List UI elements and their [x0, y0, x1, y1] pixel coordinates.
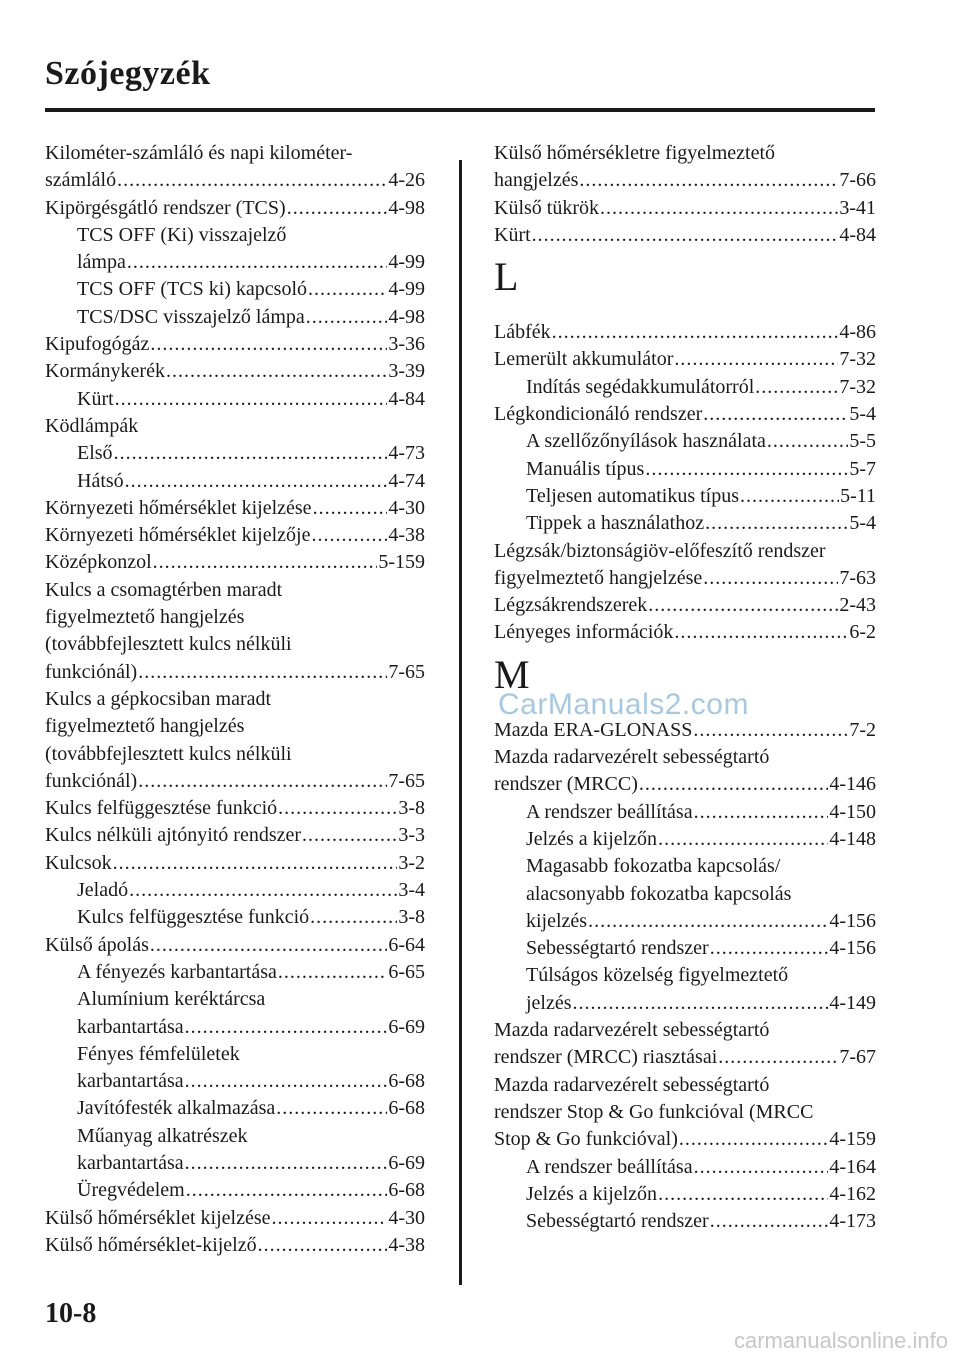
entry-text: rendszer (MRCC) riasztásai	[494, 1046, 718, 1069]
index-subentry	[494, 374, 876, 401]
entry-page: 4-73	[388, 442, 425, 465]
index-subentry	[494, 483, 876, 510]
dot-leader	[129, 877, 397, 904]
index-subentry	[45, 249, 425, 276]
entry-page: 5-4	[849, 403, 876, 426]
dot-leader	[639, 771, 828, 798]
index-subentry	[45, 1177, 425, 1204]
entry-page: 7-32	[839, 375, 876, 398]
entry-page: 7-67	[839, 1046, 876, 1069]
index-entry	[494, 1072, 876, 1099]
dot-leader	[302, 822, 397, 849]
entry-page: 6-2	[849, 621, 876, 644]
entry-page: 5-11	[840, 484, 876, 507]
index-subentry	[494, 456, 876, 483]
entry-page: 4-149	[829, 991, 876, 1014]
entry-text: Fényes fémfelületek	[77, 1042, 240, 1065]
index-entry	[45, 358, 425, 385]
index-entry	[494, 140, 876, 167]
dot-leader	[573, 990, 829, 1017]
entry-page: 4-30	[388, 1206, 425, 1229]
dot-leader	[755, 374, 838, 401]
entry-text: Külső hőmérséklet-kijelző	[45, 1233, 257, 1256]
dot-leader	[674, 346, 838, 373]
entry-page: 5-159	[378, 551, 425, 574]
dot-leader	[278, 795, 397, 822]
index-entry	[494, 565, 876, 592]
entry-text: alacsonyabb fokozatba kapcsolás	[526, 882, 792, 905]
dot-leader	[138, 659, 387, 686]
index-entry	[494, 744, 876, 771]
entry-text: hangjelzés	[494, 169, 579, 192]
index-subentry	[45, 468, 425, 495]
index-subentry	[494, 510, 876, 537]
dot-leader	[153, 549, 378, 576]
index-entry	[494, 1044, 876, 1071]
entry-text: Műanyag alkatrészek	[77, 1124, 248, 1147]
dot-leader	[114, 440, 388, 467]
index-entry	[45, 549, 425, 576]
dot-leader	[127, 249, 387, 276]
index-entry	[494, 346, 876, 373]
column-divider	[459, 160, 462, 1285]
dot-leader	[740, 483, 839, 510]
dot-leader	[658, 1181, 828, 1208]
index-entry	[45, 167, 425, 194]
index-entry	[45, 631, 425, 658]
index-entry	[45, 659, 425, 686]
dot-leader	[552, 319, 839, 346]
index-entry	[45, 795, 425, 822]
index-subentry	[45, 1123, 425, 1150]
dot-leader	[166, 358, 387, 385]
index-entry	[494, 222, 876, 249]
section-letter: M	[494, 651, 530, 697]
index-entry	[45, 1205, 425, 1232]
entry-page: 6-68	[388, 1097, 425, 1120]
entry-page: 4-148	[829, 827, 876, 850]
entry-page: 2-43	[839, 594, 876, 617]
index-entry	[494, 1126, 876, 1153]
index-subentry	[494, 1154, 876, 1181]
index-subentry	[494, 1208, 876, 1235]
index-subentry	[45, 386, 425, 413]
entry-text: karbantartása	[77, 1070, 184, 1093]
dot-leader	[694, 1154, 829, 1181]
entry-text: A szellőzőnyílások használata	[526, 430, 766, 453]
dot-leader	[703, 401, 848, 428]
index-subentry	[494, 881, 876, 908]
entry-page: 4-86	[839, 321, 876, 344]
dot-leader	[115, 386, 388, 413]
entry-page: 4-26	[388, 169, 425, 192]
entry-page: 4-98	[388, 305, 425, 328]
entry-page: 6-68	[388, 1179, 425, 1202]
dot-leader	[674, 619, 848, 646]
entry-text: Mazda radarvezérelt sebességtartó	[494, 746, 770, 769]
entry-text: Teljesen automatikus típus	[526, 484, 740, 507]
entry-page: 4-150	[829, 800, 876, 823]
entry-text: Stop & Go funkcióval)	[494, 1128, 678, 1151]
entry-text: Külső hőmérséklet kijelzése	[45, 1206, 271, 1229]
entry-text: Hátsó	[77, 469, 124, 492]
index-entry	[45, 522, 425, 549]
entry-text: kijelzés	[526, 909, 588, 932]
entry-text: jelzés	[526, 991, 572, 1014]
entry-page: 4-74	[388, 469, 425, 492]
entry-text: rendszer (MRCC)	[494, 773, 638, 796]
index-entry	[45, 822, 425, 849]
entry-text: Magasabb fokozatba kapcsolás/	[526, 855, 781, 878]
index-entry	[494, 1017, 876, 1044]
entry-page: 4-84	[388, 387, 425, 410]
entry-text: Üregvédelem	[77, 1179, 185, 1202]
entry-text: Mazda radarvezérelt sebességtartó	[494, 1019, 770, 1042]
footer-site: carmanualsonline.info	[733, 1328, 948, 1353]
entry-page: 6-68	[388, 1070, 425, 1093]
entry-text: figyelmeztető hangjelzés	[45, 606, 245, 629]
dot-leader	[679, 1126, 828, 1153]
page-title: Szójegyzék	[45, 55, 211, 92]
dot-leader	[648, 592, 838, 619]
entry-page: 3-4	[398, 879, 425, 902]
entry-text: karbantartása	[77, 1151, 184, 1174]
index-entry	[45, 1232, 425, 1259]
index-entry	[45, 932, 425, 959]
index-subentry	[494, 1181, 876, 1208]
index-column-left	[45, 140, 425, 1259]
index-entry	[494, 319, 876, 346]
dot-leader	[287, 195, 388, 222]
dot-leader	[113, 850, 398, 877]
index-entry	[494, 592, 876, 619]
watermark-logo: CarManuals2.com	[498, 688, 749, 721]
entry-text: Kormánykerék	[45, 360, 165, 383]
entry-text: Sebességtartó rendszer	[526, 937, 709, 960]
dot-leader	[694, 799, 829, 826]
entry-text: Külső ápolás	[45, 933, 149, 956]
entry-text: Javítófesték alkalmazása	[77, 1097, 276, 1120]
dot-leader	[703, 565, 838, 592]
entry-text: Jeladó	[77, 879, 129, 902]
entry-text: TCS/DSC visszajelző lámpa	[77, 305, 305, 328]
entry-page: 7-32	[839, 348, 876, 371]
index-subentry	[494, 853, 876, 880]
entry-text: karbantartása	[77, 1015, 184, 1038]
entry-text: Külső hőmérsékletre figyelmeztető	[494, 142, 776, 164]
entry-text: Indítás segédakkumulátorról	[526, 375, 755, 398]
entry-text: Túlságos közelség figyelmeztető	[526, 964, 789, 987]
index-subentry	[494, 428, 876, 455]
entry-page: 4-84	[839, 223, 876, 246]
entry-page: 4-99	[388, 251, 425, 274]
entry-page: 6-69	[388, 1151, 425, 1174]
dot-leader	[185, 1068, 388, 1095]
section-letter: L	[494, 254, 519, 300]
index-subentry	[45, 1014, 425, 1041]
dot-leader	[125, 468, 388, 495]
dot-leader	[185, 1014, 388, 1041]
entry-page: 6-69	[388, 1015, 425, 1038]
dot-leader	[710, 935, 829, 962]
entry-text: Kulcs a csomagtérben maradt	[45, 578, 283, 601]
index-subentry	[494, 935, 876, 962]
entry-text: funkciónál)	[45, 769, 138, 792]
index-entry	[494, 771, 876, 798]
entry-text: TCS OFF (Ki) visszajelző	[77, 223, 287, 246]
dot-leader	[138, 768, 387, 795]
index-subentry	[494, 990, 876, 1017]
index-subentry	[45, 1095, 425, 1122]
dot-leader	[310, 904, 397, 931]
entry-text: funkciónál)	[45, 660, 138, 683]
dot-leader	[710, 1208, 829, 1235]
index-entry	[494, 167, 876, 194]
entry-text: Légzsák/biztonságiöv-előfeszítő rendszer	[494, 539, 826, 562]
entry-text: számláló	[45, 169, 117, 192]
entry-page: 4-164	[829, 1155, 876, 1178]
dot-leader	[588, 908, 828, 935]
entry-page: 6-65	[388, 960, 425, 983]
entry-text: Sebességtartó rendszer	[526, 1210, 709, 1233]
dot-leader	[276, 1095, 387, 1122]
entry-text: Első	[77, 442, 113, 465]
index-entry	[45, 331, 425, 358]
entry-text: TCS OFF (TCS ki) kapcsoló	[77, 278, 308, 301]
index-entry	[45, 850, 425, 877]
index-entry	[45, 195, 425, 222]
index-entry	[494, 619, 876, 646]
index-subentry	[494, 962, 876, 989]
entry-text: lámpa	[77, 251, 126, 274]
index-subentry	[45, 304, 425, 331]
dot-leader	[117, 167, 387, 194]
entry-text: Alumínium keréktárcsa	[77, 988, 266, 1011]
index-subentry	[494, 908, 876, 935]
dot-leader	[658, 826, 828, 853]
entry-page: 3-8	[398, 797, 425, 820]
dot-leader	[645, 456, 848, 483]
entry-text: Kipufogógáz	[45, 333, 150, 356]
dot-leader	[308, 276, 387, 303]
entry-text: Külső tükrök	[494, 196, 599, 219]
index-subentry	[45, 276, 425, 303]
entry-text: Kipörgésgátló rendszer (TCS)	[45, 196, 286, 219]
entry-page: 3-8	[398, 906, 425, 929]
index-subentry	[45, 1041, 425, 1068]
entry-text: Tippek a használathoz	[526, 512, 705, 535]
dot-leader	[532, 222, 839, 249]
entry-page: 4-38	[388, 1233, 425, 1256]
dot-leader	[185, 1150, 388, 1177]
entry-page: 7-66	[839, 169, 876, 192]
entry-text: A rendszer beállítása	[526, 1155, 693, 1178]
index-entry	[494, 401, 876, 428]
entry-text: Légzsákrendszerek	[494, 594, 648, 617]
entry-page: 5-7	[849, 457, 876, 480]
entry-text: Mazda ERA-GLONASS	[494, 718, 693, 741]
entry-page: 4-38	[388, 524, 425, 547]
entry-text: Kürt	[77, 387, 114, 410]
index-entry	[45, 713, 425, 740]
entry-text: Kulcs felfüggesztése funkció	[45, 797, 278, 820]
index-entry	[45, 495, 425, 522]
dot-leader	[579, 167, 838, 194]
entry-text: Jelzés a kijelzőn	[526, 1182, 658, 1205]
entry-page: 3-41	[839, 196, 876, 219]
index-subentry	[45, 1068, 425, 1095]
entry-page: 4-173	[829, 1210, 876, 1233]
index-subentry	[45, 440, 425, 467]
entry-text: Kulcs nélküli ajtónyitó rendszer	[45, 824, 302, 847]
entry-page: 4-30	[388, 496, 425, 519]
dot-leader	[718, 1044, 838, 1071]
entry-text: Környezeti hőmérséklet kijelzője	[45, 524, 311, 547]
index-subentry	[494, 826, 876, 853]
dot-leader	[313, 495, 388, 522]
title-rule	[45, 108, 875, 112]
entry-text: Ködlámpák	[45, 414, 139, 437]
entry-text: Kulcsok	[45, 851, 112, 874]
entry-page: 7-63	[839, 566, 876, 589]
entry-page: 4-98	[388, 196, 425, 219]
dot-leader	[600, 195, 838, 222]
entry-text: Középkonzol	[45, 551, 152, 574]
entry-page: 3-2	[398, 851, 425, 874]
dot-leader	[150, 331, 387, 358]
entry-page: 5-5	[849, 430, 876, 453]
index-subentry	[45, 904, 425, 931]
dot-leader	[186, 1177, 388, 1204]
entry-text: Jelzés a kijelzőn	[526, 827, 658, 850]
entry-page: 4-99	[388, 278, 425, 301]
page-number: 10-8	[45, 1298, 97, 1329]
entry-page: 6-64	[388, 933, 425, 956]
entry-page: 3-36	[388, 333, 425, 356]
index-entry	[45, 577, 425, 604]
entry-page: 4-162	[829, 1182, 876, 1205]
index-entry	[45, 741, 425, 768]
entry-text: Lényeges információk	[494, 621, 674, 644]
entry-page: 3-3	[398, 824, 425, 847]
entry-text: Kulcs a gépkocsiban maradt	[45, 687, 272, 710]
index-subentry	[494, 799, 876, 826]
entry-page: 4-156	[829, 909, 876, 932]
dot-leader	[258, 1232, 388, 1259]
entry-text: Légkondicionáló rendszer	[494, 403, 703, 426]
entry-text: Kilométer-számláló és napi kilométer-	[45, 142, 353, 164]
index-subentry	[45, 222, 425, 249]
entry-text: Kulcs felfüggesztése funkció	[77, 906, 310, 929]
entry-page: 3-39	[388, 360, 425, 383]
entry-text: rendszer Stop & Go funkcióval (MRCC	[494, 1100, 814, 1123]
entry-text: Mazda radarvezérelt sebességtartó	[494, 1073, 770, 1096]
entry-text: figyelmeztető hangjelzése	[494, 566, 703, 589]
entry-page: 7-65	[388, 769, 425, 792]
index-entry	[45, 413, 425, 440]
entry-text: A fényezés karbantartása	[77, 960, 277, 983]
index-subentry	[45, 959, 425, 986]
index-entry	[494, 195, 876, 222]
entry-page: 4-146	[829, 773, 876, 796]
entry-text: figyelmeztető hangjelzés	[45, 715, 245, 738]
entry-page: 4-156	[829, 937, 876, 960]
dot-leader	[272, 1205, 388, 1232]
entry-page: 7-65	[388, 660, 425, 683]
entry-text: Kürt	[494, 223, 531, 246]
dot-leader	[306, 304, 388, 331]
entry-page: 4-159	[829, 1128, 876, 1151]
entry-text: Lemerült akkumulátor	[494, 348, 674, 371]
index-entry	[45, 604, 425, 631]
entry-page: 5-4	[849, 512, 876, 535]
index-entry	[45, 140, 425, 167]
entry-text: (továbbfejlesztett kulcs nélküli	[45, 633, 292, 656]
entry-text: (továbbfejlesztett kulcs nélküli	[45, 742, 292, 765]
dot-leader	[278, 959, 387, 986]
index-entry	[45, 686, 425, 713]
entry-text: Manuális típus	[526, 457, 645, 480]
dot-leader	[311, 522, 387, 549]
dot-leader	[150, 932, 387, 959]
entry-text: Lábfék	[494, 321, 551, 344]
index-entry	[494, 538, 876, 565]
index-entry	[494, 1099, 876, 1126]
entry-text: Környezeti hőmérséklet kijelzése	[45, 496, 312, 519]
index-subentry	[45, 1150, 425, 1177]
dot-leader	[767, 428, 848, 455]
entry-page: 7-2	[849, 718, 876, 741]
entry-text: A rendszer beállítása	[526, 800, 693, 823]
dot-leader	[705, 510, 848, 537]
index-entry	[45, 768, 425, 795]
index-subentry	[45, 986, 425, 1013]
index-subentry	[45, 877, 425, 904]
